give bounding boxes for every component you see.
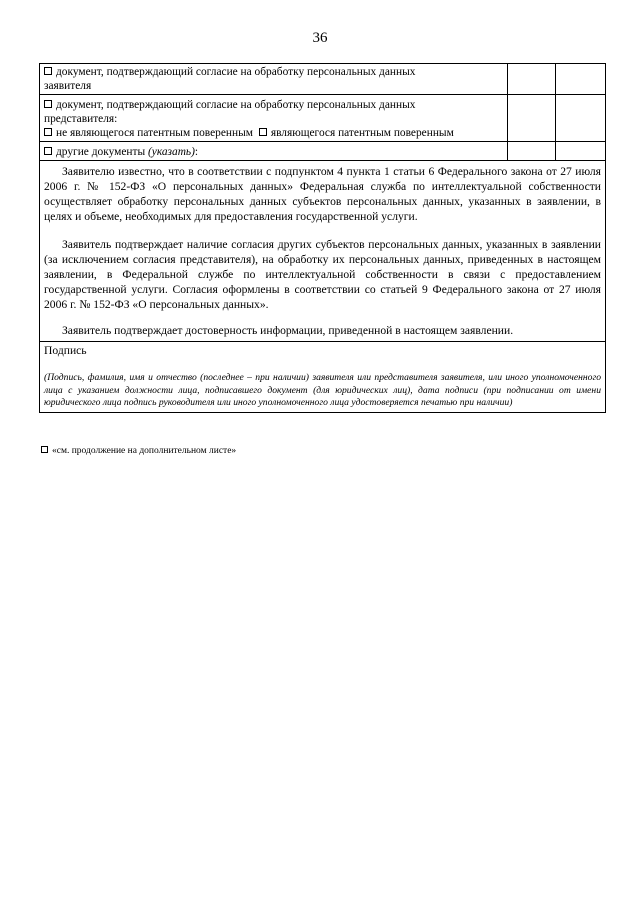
consent-representative-line1: документ, подтверждающий согласие на обработку персональных данных [56, 99, 416, 111]
consent-representative-col-a[interactable] [508, 95, 556, 142]
continuation-text: «см. продолжение на дополнительном листе» [52, 446, 237, 456]
continuation-checkbox[interactable] [41, 446, 48, 453]
consent-applicant-line2: заявителя [44, 80, 92, 92]
consent-representative-checkbox[interactable] [44, 100, 52, 108]
consent-applicant-cell [40, 64, 508, 95]
consent-paragraph-2: Заявитель подтверждает наличие согласия других субъектов персональных данных, указанных в заявлении (за исключением согласия представителя), на обработку их персональных данных, приведенных в настоящем заявлении, в Федеральной службе по интеллектуальной собственности в связи с предоставлением государственной услуги. Согласия оформлены в соответствии со статьей 9 Федерального закона от 27 июля 2006 г. № 152-ФЗ «О персональных данных». [44, 238, 601, 311]
other-documents-col-b[interactable] [556, 142, 606, 161]
signature-note: (Подпись, фамилия, имя и отчество (последнее – при наличии) заявителя или представителя заявителя, или иного уполномоченного лица с указанием должности лица, подписавшего документ (для юридических лиц), дата подписи (при подписании от имени юридического лица подпись руководителя или иного уполномоченного лица удостоверяется печатью при наличии) [44, 372, 601, 408]
consent-applicant-col-a[interactable] [508, 64, 556, 95]
row-consent-representative [40, 95, 606, 142]
patent-attorney-label: являющегося патентным поверенным [270, 127, 454, 139]
consent-applicant-line1: документ, подтверждающий согласие на обработку персональных данных [56, 66, 416, 78]
patent-attorney-checkbox[interactable] [259, 128, 267, 136]
application-form-table [39, 63, 606, 413]
not-patent-attorney-label: не являющегося патентным поверенным [56, 127, 253, 139]
row-consent-statement [40, 161, 606, 342]
consent-applicant-checkbox[interactable] [44, 67, 52, 75]
row-other-documents [40, 142, 606, 161]
row-signature [40, 342, 606, 413]
other-documents-colon: : [194, 146, 199, 158]
signature-cell[interactable] [40, 342, 606, 413]
signature-label: Подпись [44, 344, 87, 357]
row-consent-applicant [40, 64, 606, 95]
other-documents-checkbox[interactable] [44, 147, 52, 155]
consent-paragraph-1: Заявителю известно, что в соответствии с подпунктом 4 пункта 1 статьи 6 Федерального закона от 27 июля 2006 г. № 152-ФЗ «О персональных данных» Федеральная служба по интеллектуальной собственности осуществляет обработку персональных данных субъектов персональных данных, указанных в заявлении, в целях и объеме, необходимых для предоставления государственной услуги. [44, 165, 601, 223]
continuation-note [41, 446, 236, 456]
other-documents-label: другие документы [56, 146, 146, 158]
consent-representative-line2: представителя: [44, 113, 118, 125]
consent-paragraph-3: Заявитель подтверждает достоверность информации, приведенной в настоящем заявлении. [62, 324, 514, 337]
other-documents-cell [40, 142, 508, 161]
not-patent-attorney-checkbox[interactable] [44, 128, 52, 136]
other-documents-hint: (указать) [147, 146, 195, 158]
consent-representative-cell [40, 95, 508, 142]
consent-representative-col-b[interactable] [556, 95, 606, 142]
other-documents-col-a[interactable] [508, 142, 556, 161]
consent-applicant-col-b[interactable] [556, 64, 606, 95]
page-number: 36 [312, 30, 328, 46]
consent-statement-cell [40, 161, 606, 342]
